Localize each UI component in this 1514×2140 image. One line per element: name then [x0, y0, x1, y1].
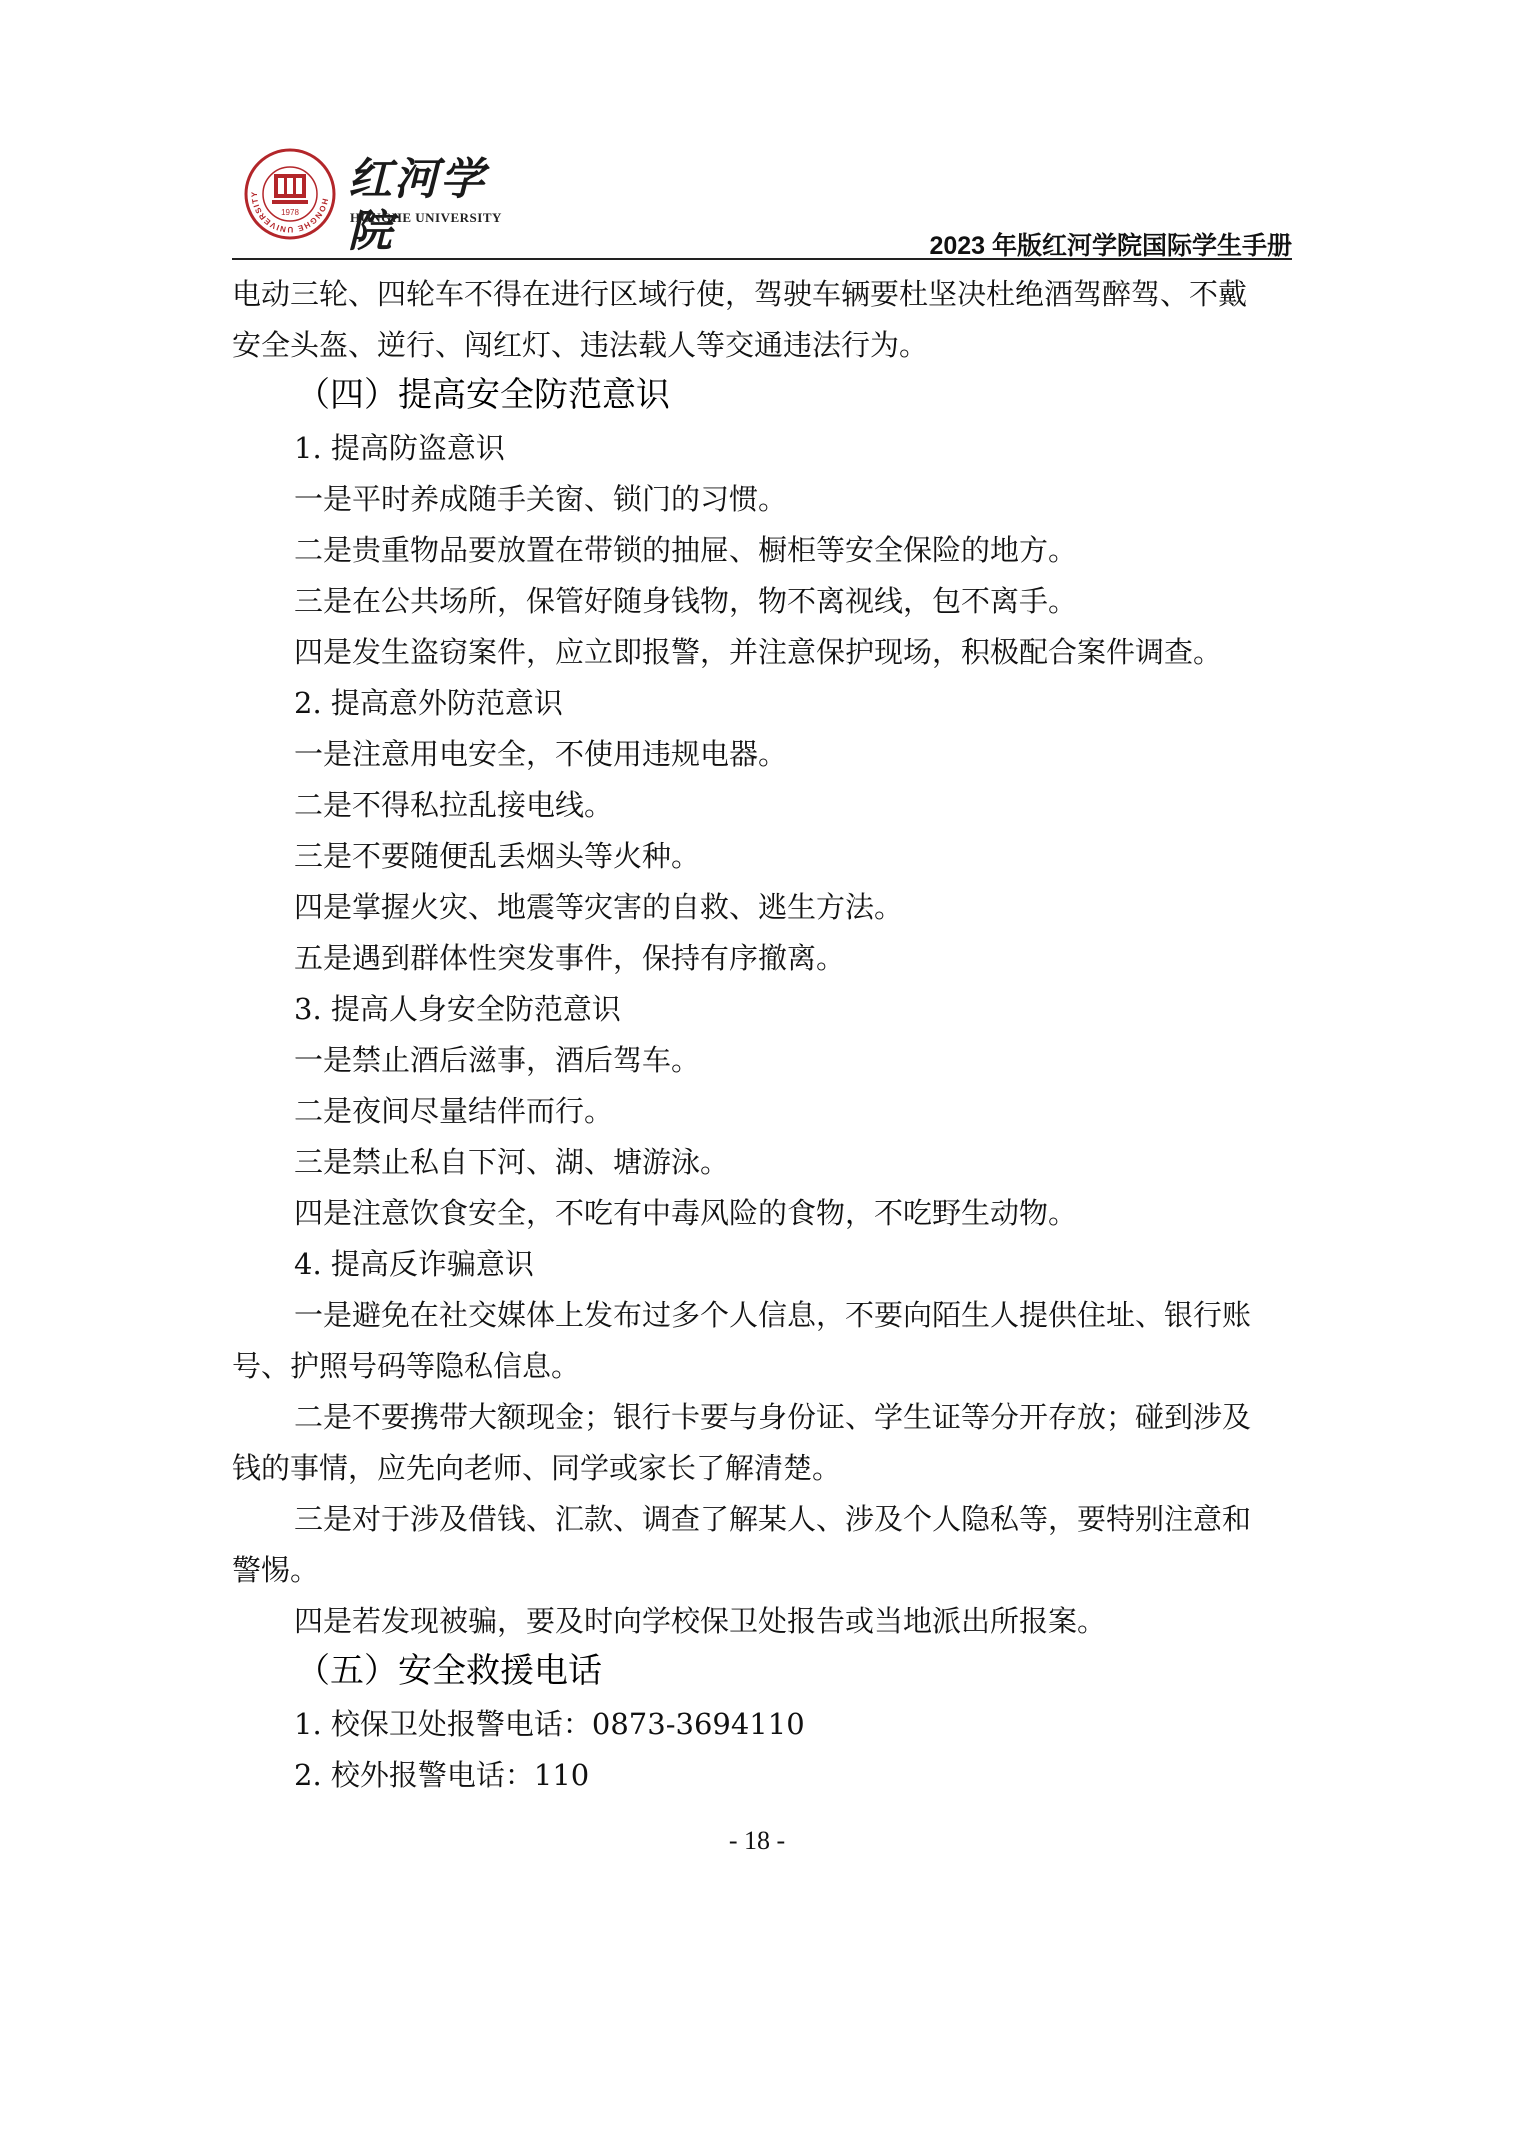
header-divider — [232, 258, 1292, 260]
seal-year: 1978 — [281, 208, 299, 217]
paragraph-line: 钱的事情，应先向老师、同学或家长了解清楚。 — [232, 1451, 842, 1485]
list-item: 四是掌握火灾、地震等灾害的自救、逃生方法。 — [294, 890, 904, 924]
page-number: - 18 - — [728, 1826, 786, 1855]
list-item: 四是发生盗窃案件，应立即报警，并注意保护现场，积极配合案件调查。 — [294, 635, 1223, 669]
university-seal-icon — [244, 148, 336, 240]
paragraph-line: 电动三轮、四轮车不得在进行区域行使，驾驶车辆要杜坚决杜绝酒驾醉驾、不戴 — [232, 277, 1248, 311]
paragraph-line: 一是避免在社交媒体上发布过多个人信息，不要向陌生人提供住址、银行账 — [294, 1298, 1252, 1332]
logo-chinese-name: 红河学院 — [348, 154, 486, 257]
list-item: 四是注意饮食安全，不吃有中毒风险的食物，不吃野生动物。 — [294, 1196, 1078, 1230]
subsection-title: 4. 提高反诈骗意识 — [294, 1247, 534, 1281]
paragraph-line: 四是若发现被骗，要及时向学校保卫处报告或当地派出所报案。 — [294, 1604, 1107, 1638]
list-item: 一是注意用电安全，不使用违规电器。 — [294, 737, 788, 771]
list-item: 三是不要随便乱丢烟头等火种。 — [294, 839, 701, 873]
list-item: 三是在公共场所，保管好随身钱物，物不离视线，包不离手。 — [294, 584, 1078, 618]
subsection-title: 3. 提高人身安全防范意识 — [294, 992, 621, 1026]
list-item: 五是遇到群体性突发事件，保持有序撤离。 — [294, 941, 846, 975]
section-heading-4: （四）提高安全防范意识 — [296, 375, 670, 415]
phone-number-line: 1. 校保卫处报警电话：0873-3694110 — [294, 1707, 805, 1741]
university-logo — [244, 148, 524, 257]
paragraph-line: 警惕。 — [232, 1553, 320, 1587]
list-item: 二是贵重物品要放置在带锁的抽屉、橱柜等安全保险的地方。 — [294, 533, 1078, 567]
list-item: 三是禁止私自下河、湖、塘游泳。 — [294, 1145, 730, 1179]
list-item: 一是平时养成随手关窗、锁门的习惯。 — [294, 482, 788, 516]
logo-english-name: HONGHE UNIVERSITY — [350, 210, 502, 225]
svg-text:HONGHE UNIVERSITY: HONGHE UNIVERSITY — [249, 190, 330, 235]
paragraph-line: 号、护照号码等隐私信息。 — [232, 1349, 581, 1383]
handbook-title: 2023 年版红河学院国际学生手册 — [929, 232, 1292, 260]
phone-number-line: 2. 校外报警电话：110 — [294, 1758, 590, 1792]
paragraph-line: 二是不要携带大额现金；银行卡要与身份证、学生证等分开存放；碰到涉及 — [294, 1400, 1252, 1434]
subsection-title: 2. 提高意外防范意识 — [294, 686, 563, 720]
list-item: 二是夜间尽量结伴而行。 — [294, 1094, 614, 1128]
paragraph-line: 三是对于涉及借钱、汇款、调查了解某人、涉及个人隐私等，要特别注意和 — [294, 1502, 1252, 1536]
subsection-title: 1. 提高防盗意识 — [294, 431, 505, 465]
section-heading-5: （五）安全救援电话 — [296, 1651, 602, 1691]
paragraph-line: 安全头盔、逆行、闯红灯、违法载人等交通违法行为。 — [232, 328, 929, 362]
list-item: 一是禁止酒后滋事，酒后驾车。 — [294, 1043, 701, 1077]
list-item: 二是不得私拉乱接电线。 — [294, 788, 614, 822]
